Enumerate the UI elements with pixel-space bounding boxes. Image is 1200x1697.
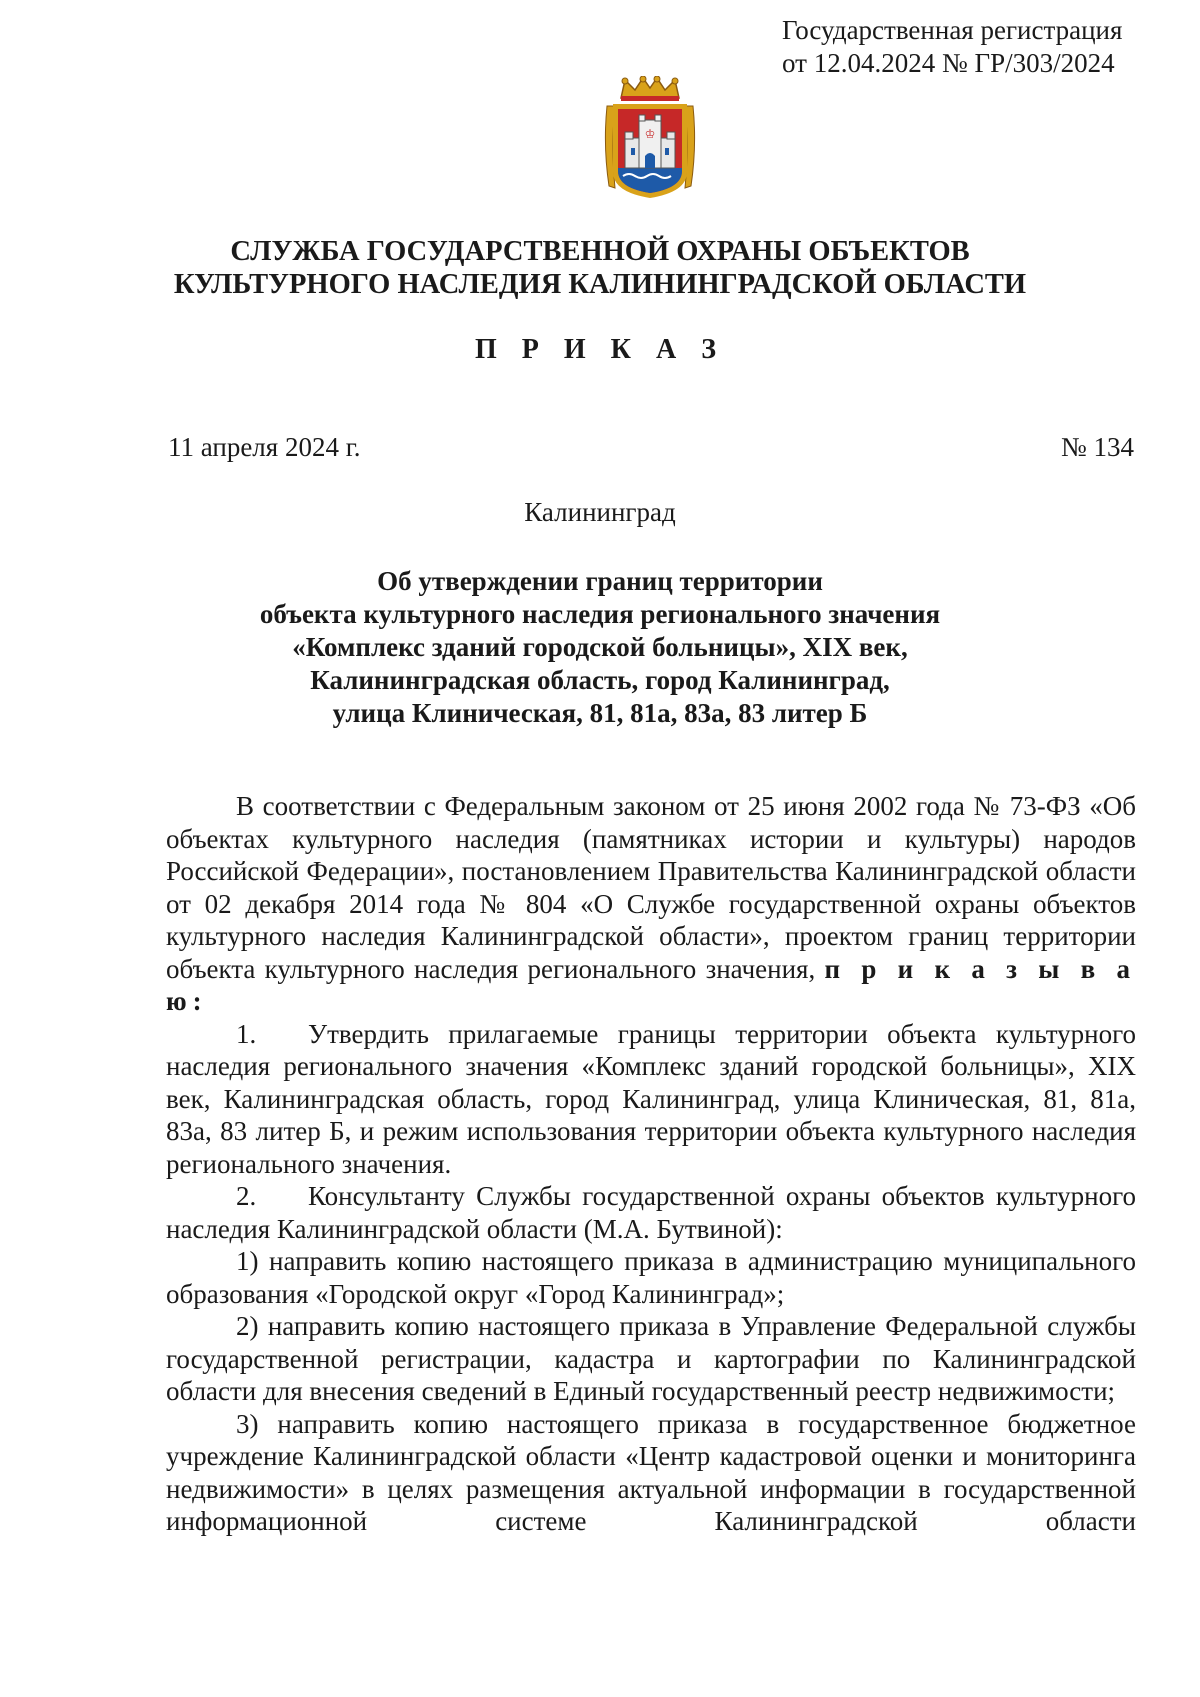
registration-stamp (782, 14, 1122, 80)
agency-name (0, 235, 1200, 301)
item-1-number: 1. (236, 1018, 257, 1049)
agency-line-1: СЛУЖБА ГОСУДАРСТВЕННОЙ ОХРАНЫ ОБЪЕКТОВ (230, 236, 970, 267)
item-2 (166, 1180, 1136, 1245)
title-line-5: улица Клиническая, 81, 81а, 83а, 83 литер Б (332, 698, 868, 728)
document-city: Калининград (524, 497, 676, 527)
document-type: П Р И К А З (475, 334, 725, 365)
title-line-3: «Комплекс зданий городской больницы», XIX век, (292, 632, 908, 662)
preamble-text: В соответствии с Федеральным законом от 25 июня 2002 года № 73-ФЗ «Об объектах культурного наследия (памятниках истории и культуры) народов Российской Федерации», постановлением Правительства Калининградской области от 02 декабря 2014 года № 804 «О Службе государственной охраны объектов культурного наследия Калининградской области», проектом границ территории объекта культурного наследия регионального значения, (166, 791, 1136, 984)
registration-line-2: от 12.04.2024 № ГР/303/2024 (782, 48, 1115, 78)
title-line-2: объекта культурного наследия регионального значения (259, 599, 941, 629)
subitem-2: 2) направить копию настоящего приказа в Управление Федеральной службы государственной регистрации, кадастра и картографии по Калининградской области для внесения сведений в Единый государственный реестр недвижимости; (166, 1311, 1136, 1406)
subitem-3: 3) направить копию настоящего приказа в государственное бюджетное учреждение Калининградской области «Центр кадастровой оценки и мониторинга недвижимости» в целях размещения актуальной информации в государственной информационной системе Калининградской области (166, 1408, 1136, 1536)
document-number: № 134 (1060, 432, 1134, 462)
item-1-text: Утвердить прилагаемые границы территории объекта культурного наследия регионального значения «Комплекс зданий городской больницы», XIX век, Калининградская область, город Калининград, улица Клиническая, 81, 81а, 83а, 83 литер Б, и режим использования территории объекта культурного наследия регионального значения. (166, 1018, 1136, 1179)
item-1 (166, 1018, 1136, 1181)
subitem-1: 1) направить копию настоящего приказа в администрацию муниципального образования «Городской округ «Город Калининград»; (166, 1246, 1136, 1309)
item-2-text: Консультанту Службы государственной охраны объектов культурного наследия Калининградской области (М.А. Бутвиной): (166, 1181, 1136, 1244)
order-word: п р и к а з ы в а ю: (166, 953, 1137, 1016)
document-title (0, 565, 1200, 730)
coat-of-arms-icon (599, 76, 701, 200)
svg-text:♔: ♔ (644, 127, 656, 141)
agency-line-2: КУЛЬТУРНОГО НАСЛЕДИЯ КАЛИНИНГРАДСКОЙ ОБЛАСТИ (173, 269, 1027, 300)
title-line-1: Об утверждении границ территории (377, 566, 823, 596)
document-date: 11 апреля 2024 г. (168, 432, 361, 462)
date-number-line (168, 432, 1134, 463)
item-2-number: 2. (236, 1181, 257, 1211)
title-line-4: Калининградская область, город Калининград, (310, 665, 890, 695)
preamble-paragraph (166, 790, 1136, 1018)
registration-line-1: Государственная регистрация (782, 15, 1123, 45)
document-body (166, 790, 1136, 1538)
